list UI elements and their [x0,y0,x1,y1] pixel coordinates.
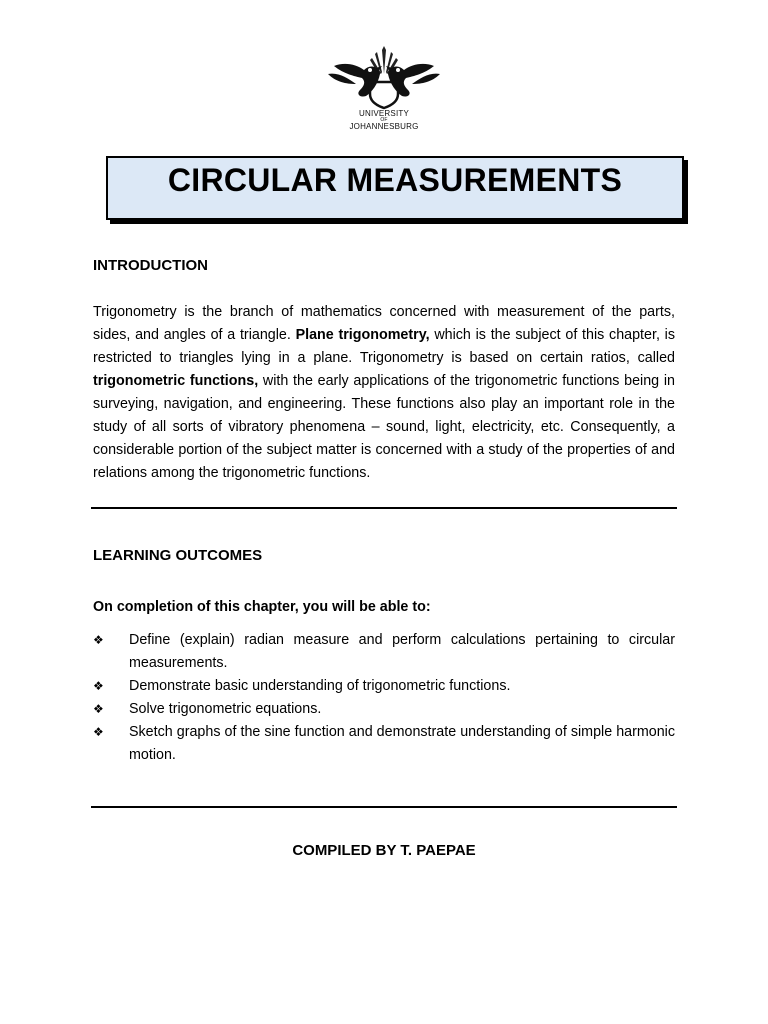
diamond-bullet-icon: ❖ [93,702,104,716]
intro-text-3: with the early applications of the trigonometric functions being in surveying, navigation, and engineering. These functions also play an important role in the study of all sorts of vibratory phenomena – sound, light, electricity, etc. Consequently, a considerable portion of the subject matter is concerned with a study of the properties of and relations among the trigonometric functions. [93,373,675,481]
university-logo [320,44,448,140]
intro-text-1: Trigonometry is the branch of mathematics concerned with measurement of the parts, sides, and angles of a triangle. [93,304,675,343]
intro-bold-trigonometric-functions: trigonometric functions, [93,373,259,389]
compiled-by: COMPILED BY T. PAEPAE [292,842,476,859]
logo-text-university: UNIVERSITY [358,109,409,118]
list-item [93,629,675,675]
list-item-text: Sketch graphs of the sine function and demonstrate understanding of simple harmonic motion. [129,724,675,763]
intro-bold-plane-trigonometry: Plane trigonometry, [295,327,430,343]
title-box [106,156,684,220]
list-item [93,721,675,767]
introduction-paragraph [93,301,675,485]
university-crest-icon [326,44,442,110]
learning-outcomes-lead: On completion of this chapter, you will be able to: [93,599,431,615]
introduction-heading: INTRODUCTION [93,257,208,274]
diamond-bullet-icon: ❖ [93,725,104,739]
list-item-text: Demonstrate basic understanding of trigonometric functions. [129,678,511,694]
logo-text-of: OF [380,117,388,123]
page-title: CIRCULAR MEASUREMENTS [167,161,623,198]
list-item [93,698,675,721]
learning-outcomes-heading: LEARNING OUTCOMES [93,547,263,564]
list-item-text: Solve trigonometric equations. [129,701,322,717]
list-item-text: Define (explain) radian measure and perform calculations pertaining to circular measurements. [129,632,675,671]
diamond-bullet-icon: ❖ [93,679,104,693]
diamond-bullet-icon: ❖ [93,633,104,647]
divider-1 [91,507,677,509]
divider-2 [91,806,677,808]
learning-outcomes-list [93,629,675,767]
list-item [93,675,675,698]
logo-text-johannesburg: JOHANNESBURG [349,122,419,131]
intro-text-2: which is the subject of this chapter, is restricted to triangles lying in a plane. Trigonometry is based on certain ratios, called [93,327,675,366]
